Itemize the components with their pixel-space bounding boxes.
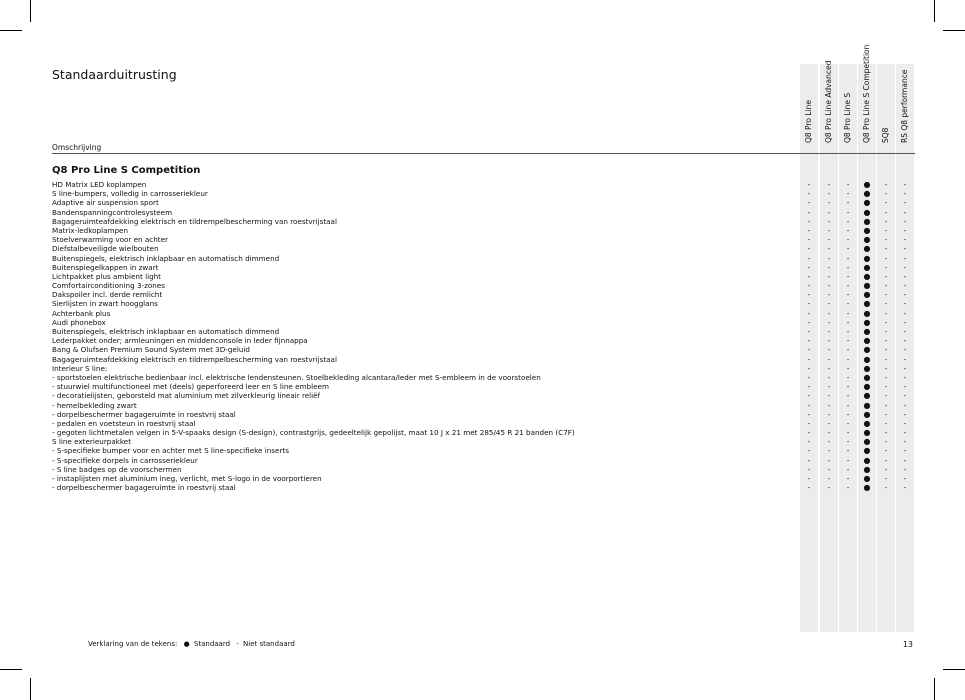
standard-mark: ● [863,354,871,364]
not-standard-mark: - [807,391,811,401]
not-standard-mark: - [846,253,850,263]
not-standard-mark: - [884,483,888,493]
crop-mark [934,0,935,22]
legend-not-standard-label: Niet standaard [243,640,295,648]
not-standard-mark: - [884,271,888,281]
not-standard-mark: - [827,290,831,300]
table-row [52,345,915,354]
not-standard-mark: - [807,281,811,291]
not-standard-mark: - [846,363,850,373]
table-row [52,318,915,327]
not-standard-mark: - [846,281,850,291]
not-standard-mark: - [827,317,831,327]
legend-standard-symbol: ● [183,640,190,648]
not-standard-mark: - [807,363,811,373]
not-standard-mark: - [884,474,888,483]
row-label: Achterbank plus [52,308,111,318]
not-standard-mark: - [807,317,811,327]
not-standard-mark: - [807,428,811,438]
row-label: - S line badges op de voorschermen [52,464,182,474]
not-standard-mark: - [903,189,907,199]
standard-mark: ● [863,290,871,300]
row-label: - pedalen en voetsteun in roestvrij staal [52,418,196,428]
row-label: HD Matrix LED koplampen [52,180,147,189]
not-standard-mark: - [903,290,907,300]
not-standard-mark: - [884,418,888,428]
crop-mark [943,30,965,31]
not-standard-mark: - [846,317,850,327]
crop-mark [934,678,935,700]
row-label: Interieur S line: [52,363,108,373]
not-standard-mark: - [807,409,811,419]
table-row [52,235,915,244]
not-standard-mark: - [884,372,888,382]
not-standard-mark: - [807,225,811,235]
not-standard-mark: - [903,363,907,373]
not-standard-mark: - [827,345,831,355]
not-standard-mark: - [846,372,850,382]
not-standard-mark: - [903,198,907,208]
not-standard-mark: - [807,418,811,428]
not-standard-mark: - [827,428,831,438]
not-standard-mark: - [827,244,831,254]
not-standard-mark: - [903,180,907,189]
column-header: RS Q8 performance [900,69,909,143]
not-standard-mark: - [846,483,850,493]
standard-mark: ● [863,464,871,474]
standard-mark: ● [863,363,871,373]
not-standard-mark: - [903,474,907,483]
not-standard-mark: - [884,363,888,373]
standard-mark: ● [863,308,871,318]
not-standard-mark: - [903,317,907,327]
row-label: Comfortairconditioning 3-zones [52,281,166,291]
standard-mark: ● [863,345,871,355]
standard-mark: ● [863,418,871,428]
standard-mark: ● [863,391,871,401]
not-standard-mark: - [884,327,888,336]
equipment-table [52,180,915,492]
not-standard-mark: - [827,354,831,364]
row-label: - hemelbekleding zwart [52,400,137,410]
table-row [52,281,915,290]
not-standard-mark: - [827,262,831,272]
not-standard-mark: - [903,455,907,465]
row-label: - decoratielijsten, geborsteld mat aluminium met zilverkleurig lineair reliëf [52,391,321,401]
footer-legend [88,640,299,648]
not-standard-mark: - [884,262,888,272]
not-standard-mark: - [884,235,888,245]
not-standard-mark: - [827,363,831,373]
row-label: - S-specifieke dorpels in carrosseriekleur [52,455,198,465]
not-standard-mark: - [884,189,888,199]
not-standard-mark: - [884,400,888,410]
standard-mark: ● [863,189,871,199]
not-standard-mark: - [903,327,907,336]
not-standard-mark: - [807,180,811,189]
standard-mark: ● [863,281,871,291]
not-standard-mark: - [884,409,888,419]
table-row [52,364,915,373]
table-row [52,217,915,226]
not-standard-mark: - [884,345,888,355]
row-label: Sierlijsten in zwart hoogglans [52,299,158,309]
standard-mark: ● [863,271,871,281]
column-header: Q8 Pro Line Advanced [824,60,833,143]
table-row [52,401,915,410]
row-label: Bagageruimteafdekking elektrisch en tildrempelbescherming van roestvrijstaal [52,354,337,364]
not-standard-mark: - [807,189,811,199]
standard-mark: ● [863,428,871,438]
not-standard-mark: - [807,474,811,483]
legend-label: Verklaring van de tekens: [88,640,178,648]
row-label: - instaplijsten met aluminium ineg, verlicht, met S-logo in de voorportieren [52,474,322,483]
not-standard-mark: - [903,308,907,318]
not-standard-mark: - [827,225,831,235]
row-label: Dakspoiler incl. derde remlicht [52,290,163,300]
crop-mark [30,0,31,22]
column-header: Q8 Pro Line [804,100,813,143]
standard-mark: ● [863,446,871,456]
standard-mark: ● [863,180,871,189]
not-standard-mark: - [903,391,907,401]
not-standard-mark: - [807,372,811,382]
table-row [52,189,915,198]
not-standard-mark: - [827,308,831,318]
not-standard-mark: - [846,464,850,474]
table-row [52,382,915,391]
crop-mark [30,678,31,700]
not-standard-mark: - [884,464,888,474]
row-label: - gegoten lichtmetalen velgen in 5-V-spaaks design (S-design), contrastgrijs, gedeeltelijk gepolijst, maat 10 J x 21 met 285/45 R 21 banden (C7F) [52,428,575,438]
not-standard-mark: - [884,446,888,456]
not-standard-mark: - [846,455,850,465]
table-row [52,180,915,189]
standard-mark: ● [863,409,871,419]
not-standard-mark: - [807,464,811,474]
standard-mark: ● [863,400,871,410]
not-standard-mark: - [846,382,850,392]
table-row [52,474,915,483]
standard-mark: ● [863,483,871,493]
legend-not-standard-symbol: - [236,640,239,648]
not-standard-mark: - [846,354,850,364]
not-standard-mark: - [903,299,907,309]
row-label: Bang & Olufsen Premium Sound System met 3D-geluid [52,345,250,355]
not-standard-mark: - [903,418,907,428]
not-standard-mark: - [903,400,907,410]
not-standard-mark: - [807,400,811,410]
not-standard-mark: - [846,299,850,309]
not-standard-mark: - [884,354,888,364]
not-standard-mark: - [827,455,831,465]
not-standard-mark: - [903,216,907,226]
not-standard-mark: - [846,290,850,300]
not-standard-mark: - [846,409,850,419]
not-standard-mark: - [846,207,850,217]
crop-mark [943,669,965,670]
not-standard-mark: - [884,336,888,346]
table-row [52,336,915,345]
not-standard-mark: - [807,345,811,355]
column-header: Q8 Pro Line S [843,92,852,143]
table-row [52,373,915,382]
row-label: Audi phonebox [52,317,106,327]
not-standard-mark: - [903,437,907,447]
not-standard-mark: - [903,225,907,235]
not-standard-mark: - [884,216,888,226]
not-standard-mark: - [884,253,888,263]
not-standard-mark: - [807,216,811,226]
not-standard-mark: - [807,382,811,392]
not-standard-mark: - [903,446,907,456]
standard-mark: ● [863,253,871,263]
section-title: Q8 Pro Line S Competition [52,165,201,176]
not-standard-mark: - [827,483,831,493]
not-standard-mark: - [903,345,907,355]
standard-mark: ● [863,382,871,392]
not-standard-mark: - [846,428,850,438]
not-standard-mark: - [807,336,811,346]
not-standard-mark: - [846,418,850,428]
not-standard-mark: - [903,271,907,281]
not-standard-mark: - [846,180,850,189]
row-label: Lichtpakket plus ambient light [52,271,162,281]
not-standard-mark: - [846,271,850,281]
not-standard-mark: - [807,299,811,309]
row-label: Buitenspiegels, elektrisch inklapbaar en automatisch dimmend [52,253,280,263]
row-label: Buitenspiegels, elektrisch inklapbaar en automatisch dimmend [52,327,280,336]
table-row [52,419,915,428]
not-standard-mark: - [884,281,888,291]
row-label: - stuurwiel multifunctioneel met (deels) geperforeerd leer en S line embleem [52,382,329,392]
not-standard-mark: - [807,437,811,447]
table-row [52,355,915,364]
not-standard-mark: - [827,437,831,447]
standard-mark: ● [863,455,871,465]
not-standard-mark: - [903,253,907,263]
legend-standard-label: Standaard [193,640,231,648]
header-divider [52,153,915,154]
not-standard-mark: - [846,189,850,199]
table-row [52,290,915,299]
not-standard-mark: - [903,235,907,245]
not-standard-mark: - [884,428,888,438]
row-label: Adaptive air suspension sport [52,198,159,208]
table-row [52,410,915,419]
standard-mark: ● [863,207,871,217]
row-label: - dorpelbeschermer bagageruimte in roestvrij staal [52,409,236,419]
not-standard-mark: - [903,244,907,254]
table-row [52,309,915,318]
standard-mark: ● [863,317,871,327]
not-standard-mark: - [846,400,850,410]
row-label: Diefstalbeveiligde wielbouten [52,244,159,254]
table-row [52,244,915,253]
not-standard-mark: - [903,354,907,364]
not-standard-mark: - [827,299,831,309]
row-label: - sportstoelen elektrische bedienbaar incl. elektrische lendensteunen. Stoelbekleding alcantara/leder met S-embleem in de voorstoelen [52,372,541,382]
not-standard-mark: - [827,216,831,226]
row-label: S line-bumpers, volledig in carrosseriekleur [52,189,208,199]
not-standard-mark: - [846,244,850,254]
row-label: Matrix-ledkoplampen [52,225,129,235]
standard-mark: ● [863,244,871,254]
not-standard-mark: - [846,262,850,272]
row-label: Buitenspiegelkappen in zwart [52,262,159,272]
not-standard-mark: - [846,327,850,336]
not-standard-mark: - [827,418,831,428]
not-standard-mark: - [827,400,831,410]
not-standard-mark: - [846,446,850,456]
not-standard-mark: - [884,290,888,300]
table-row [52,391,915,400]
standard-mark: ● [863,216,871,226]
not-standard-mark: - [903,428,907,438]
standard-mark: ● [863,299,871,309]
not-standard-mark: - [846,198,850,208]
not-standard-mark: - [807,271,811,281]
not-standard-mark: - [903,281,907,291]
not-standard-mark: - [807,235,811,245]
not-standard-mark: - [827,327,831,336]
table-row [52,272,915,281]
not-standard-mark: - [884,299,888,309]
crop-mark [0,669,22,670]
not-standard-mark: - [846,391,850,401]
not-standard-mark: - [846,345,850,355]
not-standard-mark: - [884,244,888,254]
not-standard-mark: - [807,244,811,254]
not-standard-mark: - [884,382,888,392]
standard-mark: ● [863,327,871,336]
not-standard-mark: - [827,271,831,281]
row-label: S line exterieurpakket [52,437,132,447]
not-standard-mark: - [846,308,850,318]
row-label: Stoelverwarming voor en achter [52,235,168,245]
table-row [52,208,915,217]
standard-mark: ● [863,372,871,382]
not-standard-mark: - [807,290,811,300]
not-standard-mark: - [903,207,907,217]
row-label: Lederpakket onder; armleuningen en middenconsole in leder fijnnappa [52,336,308,346]
not-standard-mark: - [903,262,907,272]
not-standard-mark: - [807,455,811,465]
not-standard-mark: - [903,382,907,392]
standard-mark: ● [863,474,871,483]
standard-mark: ● [863,198,871,208]
table-row [52,483,915,492]
not-standard-mark: - [884,207,888,217]
not-standard-mark: - [807,446,811,456]
not-standard-mark: - [827,474,831,483]
table-row [52,456,915,465]
not-standard-mark: - [807,308,811,318]
row-label: Bandenspanningcontrolesysteem [52,207,173,217]
not-standard-mark: - [884,317,888,327]
table-row [52,465,915,474]
standard-mark: ● [863,262,871,272]
row-label: - S-specifieke bumper voor en achter met S line-specifieke inserts [52,446,289,456]
not-standard-mark: - [827,372,831,382]
table-row [52,446,915,455]
not-standard-mark: - [846,225,850,235]
not-standard-mark: - [827,391,831,401]
column-header: Q8 Pro Line S Competition [862,44,871,143]
not-standard-mark: - [903,409,907,419]
not-standard-mark: - [827,336,831,346]
not-standard-mark: - [807,262,811,272]
table-row [52,226,915,235]
column-header: SQ8 [881,127,890,143]
description-column-header: Omschrijving [52,143,102,152]
row-label: Bagageruimteafdekking elektrisch en tildrempelbescherming van roestvrijstaal [52,216,337,226]
not-standard-mark: - [903,464,907,474]
not-standard-mark: - [827,189,831,199]
not-standard-mark: - [827,464,831,474]
not-standard-mark: - [827,281,831,291]
not-standard-mark: - [807,198,811,208]
not-standard-mark: - [827,253,831,263]
not-standard-mark: - [827,235,831,245]
not-standard-mark: - [846,235,850,245]
not-standard-mark: - [827,409,831,419]
not-standard-mark: - [846,437,850,447]
table-row [52,263,915,272]
table-row [52,327,915,336]
standard-mark: ● [863,336,871,346]
not-standard-mark: - [884,391,888,401]
not-standard-mark: - [846,216,850,226]
not-standard-mark: - [827,207,831,217]
standard-mark: ● [863,235,871,245]
not-standard-mark: - [827,198,831,208]
table-row [52,437,915,446]
page-title: Standaarduitrusting [52,67,177,82]
not-standard-mark: - [903,372,907,382]
not-standard-mark: - [884,198,888,208]
not-standard-mark: - [827,446,831,456]
not-standard-mark: - [846,474,850,483]
page-number: 13 [902,640,913,649]
table-row [52,254,915,263]
not-standard-mark: - [807,327,811,336]
table-row [52,428,915,437]
not-standard-mark: - [827,382,831,392]
table-row [52,198,915,207]
not-standard-mark: - [827,180,831,189]
not-standard-mark: - [884,180,888,189]
not-standard-mark: - [903,483,907,493]
not-standard-mark: - [903,336,907,346]
not-standard-mark: - [846,336,850,346]
table-row [52,299,915,308]
row-label: - dorpelbeschermer bagageruimte in roestvrij staal [52,483,236,493]
not-standard-mark: - [807,253,811,263]
standard-mark: ● [863,225,871,235]
not-standard-mark: - [807,354,811,364]
not-standard-mark: - [884,308,888,318]
not-standard-mark: - [884,455,888,465]
not-standard-mark: - [884,225,888,235]
standard-mark: ● [863,437,871,447]
not-standard-mark: - [807,483,811,493]
not-standard-mark: - [884,437,888,447]
crop-mark [0,30,22,31]
not-standard-mark: - [807,207,811,217]
